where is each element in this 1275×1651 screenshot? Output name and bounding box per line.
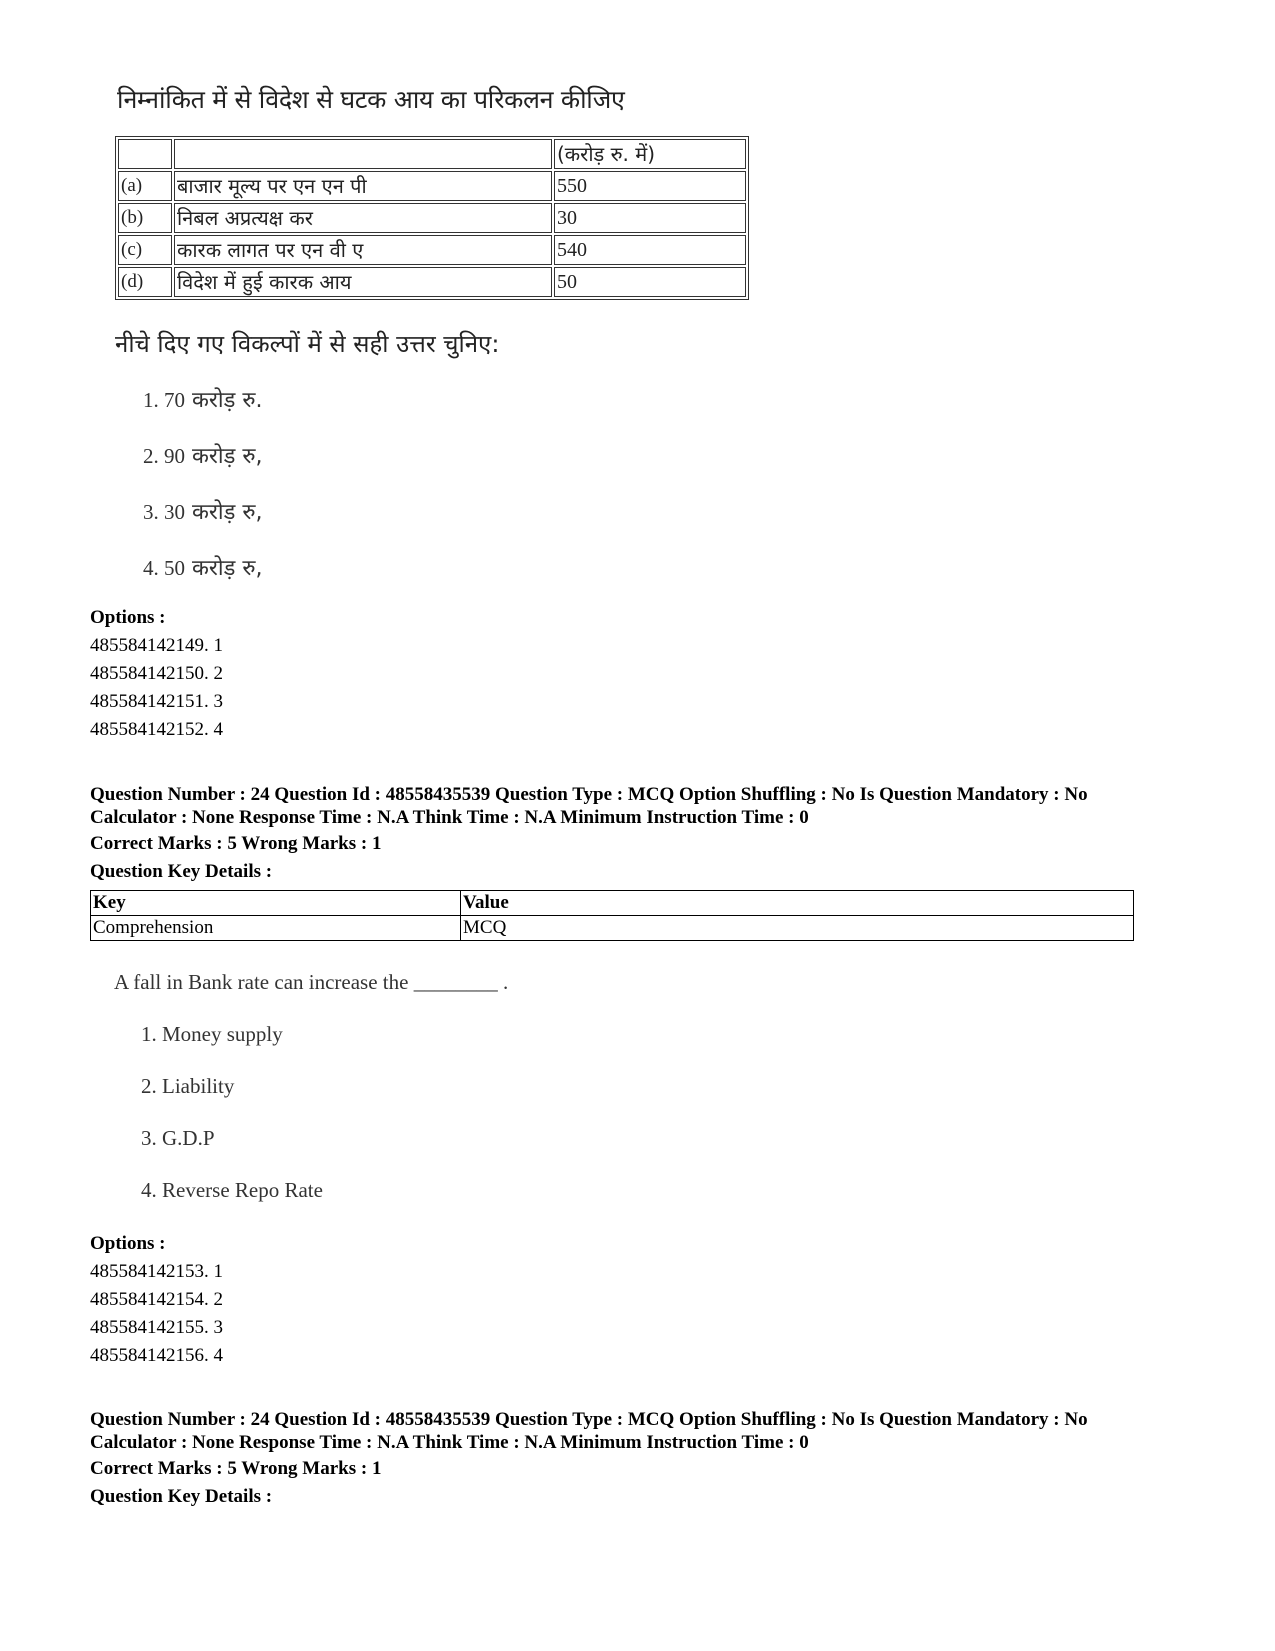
- key-details-label: Question Key Details :: [90, 1486, 273, 1507]
- option-id-line: 485584142152. 4: [90, 719, 223, 740]
- choice-number: 4. 50: [143, 556, 185, 580]
- choice-item: 4. Reverse Repo Rate: [141, 1178, 323, 1202]
- option-id-line: 485584142153. 1: [90, 1261, 223, 1282]
- choice-number: 3. 30: [143, 500, 185, 524]
- table-header-row: [91, 891, 1134, 916]
- option-id-line: 485584142150. 2: [90, 663, 223, 684]
- table-cell: (c): [118, 235, 172, 265]
- table-cell: 540: [554, 235, 746, 265]
- table-row: [118, 203, 746, 233]
- data-table-hindi: [115, 136, 749, 300]
- table-row: [91, 916, 1134, 941]
- question-metadata: Question Number : 24 Question Id : 48558435539 Question Type : MCQ Option Shuffling : No Is Question Mandatory : No Calculator : None Response Time : N.A Think Time : N.A Minimum Instruction Time : 0: [90, 1409, 1088, 1453]
- table-cell: 50: [554, 267, 746, 297]
- table-cell: बाजार मूल्य पर एन एन पी: [174, 171, 552, 201]
- marks-line: Correct Marks : 5 Wrong Marks : 1: [90, 833, 382, 854]
- table-cell: विदेश में हुई कारक आय: [174, 267, 552, 297]
- choice-item: [143, 552, 263, 582]
- choice-text: करोड़ रु,: [192, 556, 263, 581]
- table-header-cell: Key: [91, 891, 461, 916]
- table-cell: (b): [118, 203, 172, 233]
- choice-item: 2. Liability: [141, 1074, 235, 1098]
- key-details-label: Question Key Details :: [90, 861, 273, 882]
- option-id-line: 485584142154. 2: [90, 1289, 223, 1310]
- option-id-line: 485584142149. 1: [90, 635, 223, 656]
- table-header-cell: Value: [461, 891, 1134, 916]
- table-cell: 30: [554, 203, 746, 233]
- choice-item: [143, 384, 263, 414]
- marks-line: Correct Marks : 5 Wrong Marks : 1: [90, 1458, 382, 1479]
- table-header-row: [118, 139, 746, 169]
- choice-text: करोड़ रु,: [192, 500, 263, 525]
- option-id-line: 485584142151. 3: [90, 691, 223, 712]
- table-cell-unit: (करोड़ रु. में): [554, 139, 746, 169]
- table-row: [118, 235, 746, 265]
- table-row: [118, 171, 746, 201]
- question-metadata: Question Number : 24 Question Id : 48558435539 Question Type : MCQ Option Shuffling : No Is Question Mandatory : No Calculator : None Response Time : N.A Think Time : N.A Minimum Instruction Time : 0: [90, 784, 1088, 828]
- table-cell: Comprehension: [91, 916, 461, 941]
- table-cell: MCQ: [461, 916, 1134, 941]
- option-id-line: 485584142155. 3: [90, 1317, 223, 1338]
- question-text: A fall in Bank rate can increase the ________ .: [114, 970, 509, 994]
- instruction-text-hindi: नीचे दिए गए विकल्पों में से सही उत्तर चुनिए:: [115, 330, 500, 358]
- options-heading: Options :: [90, 1233, 166, 1254]
- options-heading: Options :: [90, 607, 166, 628]
- choice-number: 1. 70: [143, 388, 185, 412]
- table-cell: (a): [118, 171, 172, 201]
- table-cell: (d): [118, 267, 172, 297]
- choice-number: 2. 90: [143, 444, 185, 468]
- choice-item: [143, 496, 263, 526]
- table-cell: निबल अप्रत्यक्ष कर: [174, 203, 552, 233]
- table-cell: कारक लागत पर एन वी ए: [174, 235, 552, 265]
- choice-text: करोड़ रु.: [192, 388, 263, 413]
- option-id-line: 485584142156. 4: [90, 1345, 223, 1366]
- choice-item: 3. G.D.P: [141, 1126, 215, 1150]
- table-cell: 550: [554, 171, 746, 201]
- choice-item: [143, 440, 263, 470]
- question-text-hindi: निम्नांकित में से विदेश से घटक आय का परिकलन कीजिए: [117, 85, 625, 114]
- choice-text: करोड़ रु,: [192, 444, 263, 469]
- table-row: [118, 267, 746, 297]
- table-cell: [174, 139, 552, 169]
- table-cell: [118, 139, 172, 169]
- choice-item: 1. Money supply: [141, 1022, 283, 1046]
- key-details-table: [90, 890, 1134, 941]
